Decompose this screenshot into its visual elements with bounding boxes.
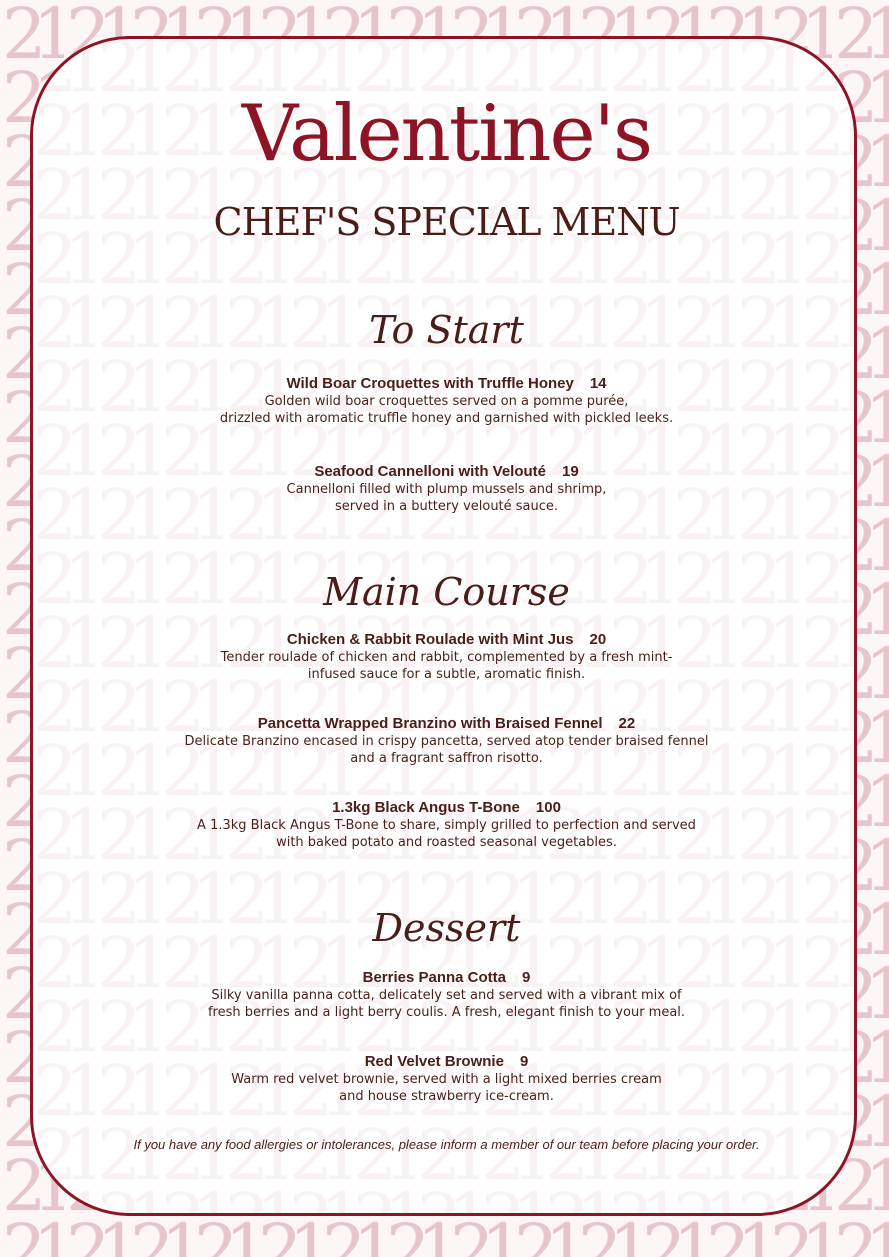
menu-item-title	[33, 375, 857, 393]
menu-item-name: Berries Panna Cotta	[362, 969, 507, 986]
menu-item-name: Pancetta Wrapped Branzino with Braised Fennel	[257, 715, 603, 732]
menu-item	[33, 969, 857, 1021]
menu-item	[33, 631, 857, 683]
menu-item-description	[33, 649, 857, 683]
section-heading-main-course: Main Course	[323, 570, 570, 614]
menu-item-price: 14	[589, 375, 607, 392]
menu-item	[33, 463, 857, 515]
menu-item-desc-line: A 1.3kg Black Angus T-Bone to share, simply grilled to perfection and served	[197, 818, 696, 833]
menu-item-name: Seafood Cannelloni with Velouté	[314, 463, 546, 480]
menu-item-desc-line: and a fragrant saffron risotto.	[350, 751, 543, 766]
menu-title: Valentine's	[241, 89, 652, 179]
menu-item-price: 9	[522, 969, 531, 986]
menu-item-desc-line: fresh berries and a light berry coulis. A fresh, elegant finish to your meal.	[207, 1005, 686, 1020]
menu-item-price: 20	[589, 631, 607, 648]
menu-item-title	[33, 463, 857, 481]
menu-item-title	[33, 631, 857, 649]
menu-item-title	[33, 1053, 857, 1071]
menu-frame	[30, 36, 857, 1216]
menu-item-description	[33, 481, 857, 515]
menu-item-name: Wild Boar Croquettes with Truffle Honey	[286, 375, 574, 392]
menu-item-desc-line: Tender roulade of chicken and rabbit, complemented by a fresh mint-	[220, 650, 673, 665]
menu-item	[33, 1053, 857, 1105]
menu-item	[33, 715, 857, 767]
menu-item-title	[33, 715, 857, 733]
menu-item-description	[33, 733, 857, 767]
menu-item-desc-line: served in a buttery velouté sauce.	[334, 499, 559, 514]
menu-item-desc-line: Warm red velvet brownie, served with a light mixed berries cream	[231, 1072, 662, 1087]
menu-item-price: 100	[535, 799, 561, 816]
menu-item-description	[33, 987, 857, 1021]
menu-item-price: 9	[519, 1053, 529, 1070]
section-heading-dessert: Dessert	[372, 906, 521, 950]
menu-item-description	[33, 393, 857, 427]
menu-item-price: 19	[562, 463, 579, 480]
menu-item-description	[33, 1071, 857, 1105]
menu-item-desc-line: infused sauce for a subtle, aromatic finish.	[307, 667, 586, 682]
allergy-note: If you have any food allergies or intolerances, please inform a member of our team before placing your order.	[133, 1137, 760, 1152]
menu-item-desc-line: with baked potato and roasted seasonal vegetables.	[276, 835, 617, 850]
menu-item-price: 22	[618, 715, 636, 732]
menu-item-description	[33, 817, 857, 851]
menu-content	[33, 39, 857, 1213]
menu-item-title	[33, 969, 857, 987]
menu-item-desc-line: and house strawberry ice-cream.	[339, 1089, 554, 1104]
menu-item-name: 1.3kg Black Angus T-Bone	[332, 799, 520, 816]
menu-subtitle: CHEF'S SPECIAL MENU	[213, 200, 680, 244]
menu-item	[33, 799, 857, 851]
section-heading-to-start: To Start	[369, 308, 524, 352]
menu-item-desc-line: Cannelloni filled with plump mussels and shrimp,	[286, 482, 607, 497]
menu-item-desc-line: Delicate Branzino encased in crispy pancetta, served atop tender braised fennel	[184, 734, 709, 749]
menu-item-desc-line: Golden wild boar croquettes served on a pomme purée,	[264, 394, 629, 409]
menu-item-name: Chicken & Rabbit Roulade with Mint Jus	[286, 631, 574, 648]
menu-item-name: Red Velvet Brownie	[364, 1053, 504, 1070]
menu-item-title	[33, 799, 857, 817]
menu-item	[33, 375, 857, 427]
menu-item-desc-line: drizzled with aromatic truffle honey and garnished with pickled leeks.	[219, 411, 674, 426]
menu-item-desc-line: Silky vanilla panna cotta, delicately set and served with a vibrant mix of	[211, 988, 682, 1003]
